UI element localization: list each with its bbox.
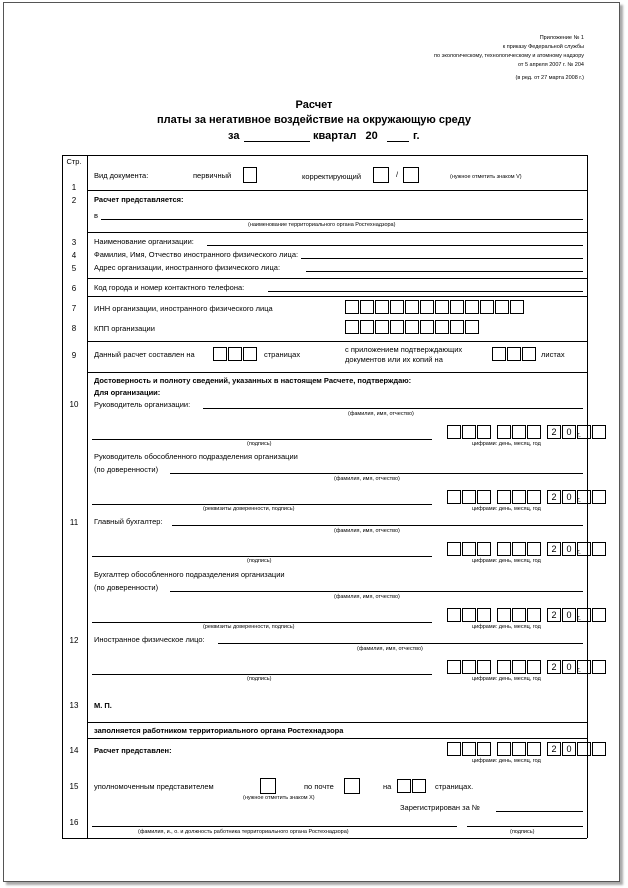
phone-field[interactable]	[268, 291, 583, 292]
date-cells[interactable]: 2 0	[447, 608, 607, 622]
branch-head-sign-field[interactable]	[92, 504, 432, 505]
director-label: Руководитель организации:	[94, 400, 191, 409]
row-sep	[87, 372, 587, 373]
representative-label: уполномоченным представителем	[94, 782, 214, 791]
slash: /	[396, 170, 399, 179]
date-caption: цифрами: день, месяц, год	[472, 676, 541, 682]
trust-caption: (реквизиты доверенности, подпись)	[203, 506, 295, 512]
appendix-line1: Приложение № 1	[539, 35, 584, 41]
director-fio-field[interactable]	[203, 408, 583, 409]
kpp-cells[interactable]	[345, 320, 480, 334]
mail-label: по почте	[304, 782, 334, 791]
g-label: г.	[577, 430, 581, 439]
chief-accountant-sign-field[interactable]	[92, 556, 432, 557]
title-g: г.	[413, 130, 420, 142]
registrar-fio-field[interactable]	[92, 826, 457, 827]
attach-label-2: документов или их копий на	[345, 355, 443, 364]
date-caption: цифрами: день, месяц, год	[472, 758, 541, 764]
foreign-person-field[interactable]	[301, 258, 583, 259]
kpp-label: КПП организации	[94, 324, 155, 333]
branch-head-label: Руководитель обособленного подразделения организации	[94, 452, 298, 461]
row-sep	[87, 190, 587, 191]
row-sep	[87, 232, 587, 233]
row-num: 3	[71, 238, 77, 247]
fio-caption: (фамилия, имя, отчество)	[334, 528, 400, 534]
trust-caption: (реквизиты доверенности, подпись)	[203, 624, 295, 630]
registrar-sign-field[interactable]	[467, 826, 583, 827]
branch-accountant-fio-field[interactable]	[170, 591, 583, 592]
pages-cells[interactable]	[213, 347, 258, 361]
sign-caption: (подпись)	[247, 441, 272, 447]
table-top-border	[62, 155, 587, 156]
table-col-divider	[87, 155, 88, 838]
title-quarter: квартал 20	[313, 130, 378, 142]
attach-label-1: с приложением подтверждающих	[345, 345, 463, 354]
branch-accountant-sign-field[interactable]	[92, 622, 432, 623]
row-num: 9	[71, 351, 77, 360]
g-label: г.	[577, 665, 581, 674]
date-caption: цифрами: день, месяц, год	[472, 624, 541, 630]
doc-subtitle: платы за негативное воздействие на окружающую среду	[156, 114, 472, 126]
row-sep	[87, 278, 587, 279]
corrective-number-box[interactable]	[403, 167, 419, 183]
row-num: 16	[69, 818, 79, 827]
foreign-person-sign-label: Иностранное физическое лицо:	[94, 635, 205, 644]
col-header: Стр.	[66, 157, 82, 166]
sign-caption: (подпись)	[247, 676, 272, 682]
quarter-field[interactable]	[244, 141, 310, 142]
org-name-field[interactable]	[207, 245, 583, 246]
chief-accountant-label: Главный бухгалтер:	[94, 517, 163, 526]
chief-accountant-fio-field[interactable]	[172, 525, 583, 526]
date-cells[interactable]: 2 0	[447, 660, 607, 674]
year-field[interactable]	[387, 141, 409, 142]
address-field[interactable]	[306, 271, 583, 272]
fio-caption: (фамилия, имя, отчество)	[334, 476, 400, 482]
pages-word: страницах	[264, 350, 301, 359]
mail-checkbox[interactable]	[344, 778, 360, 794]
phone-label: Код города и номер контактного телефона:	[94, 283, 245, 292]
confirm-heading: Достоверность и полноту сведений, указанных в настоящем Расчете, подтверждаю:	[94, 376, 412, 385]
primary-label: первичный	[193, 171, 232, 180]
appendix-line4: от 5 апреля 2007 г. № 204	[517, 62, 584, 68]
branch-head-trust: (по доверенности)	[94, 465, 159, 474]
table-left-border	[62, 155, 63, 838]
registration-number-field[interactable]	[496, 811, 583, 812]
registrar-sign-caption: (подпись)	[510, 829, 535, 835]
doc-title: Расчет	[295, 99, 333, 111]
date-cells[interactable]: 2 0	[447, 425, 607, 439]
sheets-cells[interactable]	[492, 347, 537, 361]
authority-field[interactable]	[101, 219, 583, 220]
row-num: 14	[69, 746, 79, 755]
foreign-person-label: Фамилия, Имя, Отчество иностранного физического лица:	[94, 250, 299, 259]
submitted-in: в	[94, 211, 98, 220]
registered-label: Зарегистрирован за №	[400, 803, 480, 812]
pages-label: Данный расчет составлен на	[94, 350, 195, 359]
org-name-label: Наименование организации:	[94, 237, 194, 246]
authority-caption: (наименование территориального органа Ростехнадзора)	[248, 222, 396, 228]
row-sep	[87, 296, 587, 297]
corrective-label: корректирующий	[302, 172, 362, 181]
submitted-date-label: Расчет представлен:	[94, 746, 172, 755]
row-num: 12	[69, 636, 79, 645]
fio-caption: (фамилия, имя, отчество)	[357, 646, 423, 652]
appendix-line2: к приказу Федеральной службы	[502, 44, 584, 50]
title-za: за	[228, 130, 240, 142]
branch-head-fio-field[interactable]	[170, 473, 583, 474]
date-caption: цифрами: день, месяц, год	[472, 441, 541, 447]
sheets-word: листах	[541, 350, 565, 359]
fio-caption: (фамилия, имя, отчество)	[348, 411, 414, 417]
for-org-heading: Для организации:	[94, 388, 161, 397]
pages-received-cells[interactable]	[397, 779, 427, 793]
foreign-person-fio-field[interactable]	[218, 643, 583, 644]
fio-caption: (фамилия, имя, отчество)	[334, 594, 400, 600]
row-num: 2	[71, 196, 77, 205]
date-cells[interactable]: 2 0	[447, 742, 607, 756]
doc-type-note: (нужное отметить знаком V)	[450, 174, 522, 180]
on-label: на	[383, 782, 392, 791]
row-num: 15	[69, 782, 79, 791]
row-num: 4	[71, 251, 77, 260]
row-sep	[87, 722, 587, 723]
date-cells[interactable]: 2 0	[447, 542, 607, 556]
sign-caption: (подпись)	[247, 558, 272, 564]
table-bottom-border	[62, 838, 587, 839]
foreign-person-sign-field[interactable]	[92, 674, 432, 675]
mark-note: (нужное отметить знаком X)	[243, 795, 315, 801]
appendix-line5: (в ред. от 27 марта 2008 г.)	[515, 75, 584, 81]
date-caption: цифрами: день, месяц, год	[472, 558, 541, 564]
row-num: 11	[69, 518, 79, 527]
row-num: 10	[69, 400, 79, 409]
pages-received-word: страницах.	[435, 782, 474, 791]
inn-cells[interactable]	[345, 300, 525, 314]
corrective-checkbox[interactable]	[373, 167, 389, 183]
row-num: 7	[71, 304, 77, 313]
registrar-fio-caption: (фамилия, и., о. и должность работника территориального органа Ростехнадзора)	[138, 829, 349, 835]
g-label: г.	[577, 547, 581, 556]
submitted-label: Расчет представляется:	[94, 195, 184, 204]
row-num: 13	[69, 701, 79, 710]
g-label: г.	[577, 495, 581, 504]
g-label: г.	[577, 613, 581, 622]
director-sign-field[interactable]	[92, 439, 432, 440]
representative-checkbox[interactable]	[260, 778, 276, 794]
row-sep	[87, 341, 587, 342]
branch-accountant-trust: (по доверенности)	[94, 583, 159, 592]
appendix-line3: по экологическому, технологическому и атомному надзору	[434, 53, 584, 59]
row-num: 8	[71, 324, 77, 333]
authority-section-heading: заполняется работником территориального органа Ростехнадзора	[94, 726, 344, 735]
row-sep	[87, 738, 587, 739]
address-label: Адрес организации, иностранного физического лица:	[94, 263, 281, 272]
row-num: 6	[71, 284, 77, 293]
branch-accountant-label: Бухгалтер обособленного подразделения организации	[94, 570, 285, 579]
row-num: 5	[71, 264, 77, 273]
date-caption: цифрами: день, месяц, год	[472, 506, 541, 512]
row-num: 1	[71, 183, 77, 192]
doc-type-label: Вид документа:	[94, 171, 149, 180]
primary-checkbox[interactable]	[243, 167, 257, 183]
stamp-label: М. П.	[94, 701, 112, 710]
inn-label: ИНН организации, иностранного физического лица	[94, 304, 273, 313]
date-cells[interactable]: 2 0	[447, 490, 607, 504]
